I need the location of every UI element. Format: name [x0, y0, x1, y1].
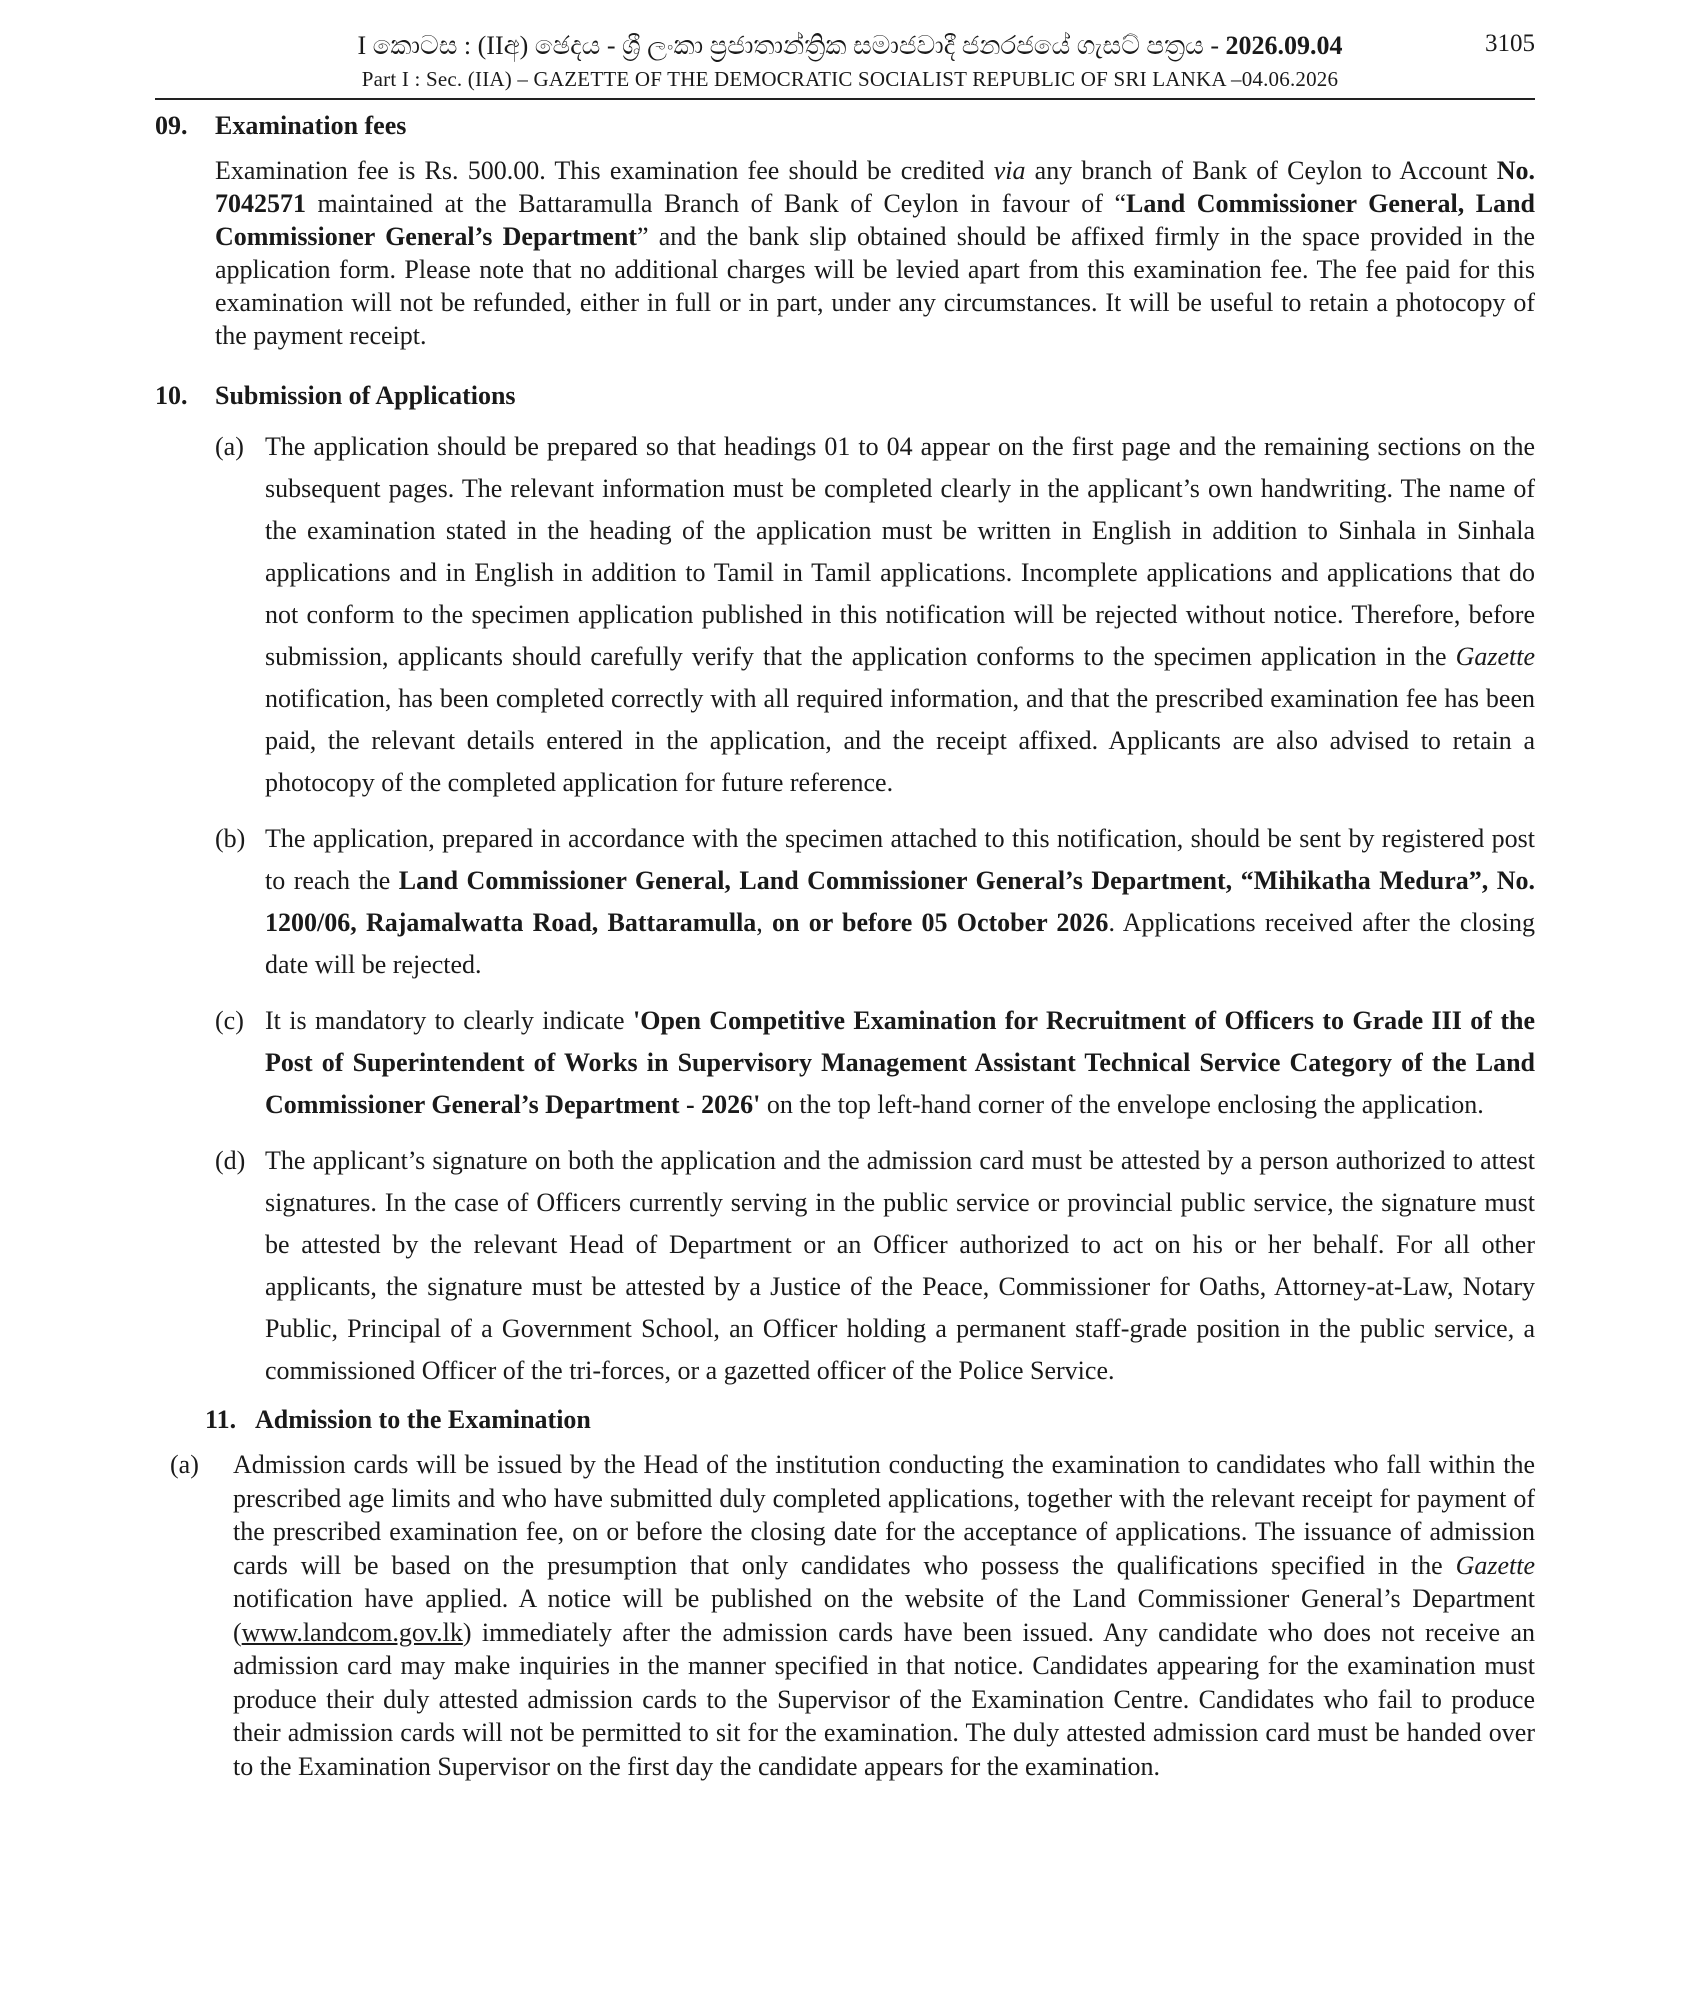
item-text: It is mandatory to clearly indicate 'Open Competitive Examination for Recruitment of Officers to Grade III of the Post of Superintendent of Works in Supervisory Management Assistant Technical Service Category of the Land Commissioner General’s Department - 2026' on the top left-hand corner of the envelope enclosing the application.: [265, 1006, 1535, 1119]
document-body: [155, 110, 1535, 1783]
section-title: Submission of Applications: [215, 381, 516, 410]
item-text: Admission cards will be issued by the Head of the institution conducting the examination to candidates who fall within the prescribed age limits and who have submitted duly completed applications, together with the relevant receipt for payment of the prescribed examination fee, on or before the closing date for the acceptance of applications. The issuance of admission cards will be based on the presumption that only candidates who possess the qualifications specified in the Gazette notification have applied. A notice will be published on the website of the Land Commissioner General’s Department (www.landcom.gov.lk) immediately after the admission cards have been issued. Any candidate who does not receive an admission card may make inquiries in the manner specified in that notice. Candidates appearing for the examination must produce their duly attested admission cards to the Supervisor of the Examination Centre. Candidates who fail to produce their admission cards will not be permitted to sit for the examination. The duly attested admission card must be handed over to the Examination Supervisor on the first day the candidate appears for the examination.: [233, 1450, 1535, 1781]
section-number: 10.: [155, 381, 188, 410]
gazette-header: [155, 26, 1535, 100]
item-label: (c): [215, 1006, 244, 1035]
section-number: 11.: [205, 1405, 237, 1434]
section-10-item-a: [155, 426, 1535, 804]
item-text: The application, prepared in accordance with the specimen attached to this notification, should be sent by registered post to reach the Land Commissioner General, Land Commissioner General’s Department, “Mihikatha Medura”, No. 1200/06, Rajamalwatta Road, Battaramulla, on or before 05 October 2026. Applications received after the closing date will be rejected.: [265, 824, 1536, 979]
website-link[interactable]: www.landcom.gov.lk: [241, 1617, 463, 1647]
section-number: 09.: [155, 111, 188, 140]
item-text: The application should be prepared so that headings 01 to 04 appear on the first page and the remaining sections on the subsequent pages. The relevant information must be completed clearly in the applicant’s own handwriting. The name of the examination stated in the heading of the application must be written in English in addition to Sinhala in Sinhala applications and in English in addition to Tamil in Tamil applications. Incomplete applications and applications that do not conform to the specimen application published in this notification will be rejected without notice. Therefore, before submission, applicants should carefully verify that the application conforms to the specimen application in the Gazette notification, has been completed correctly with all required information, and that the prescribed examination fee has been paid, the relevant details entered in the application, and the receipt affixed. Applicants are also advised to retain a photocopy of the completed application for future reference.: [265, 432, 1535, 797]
item-label: (b): [215, 824, 246, 853]
section-10-heading: [155, 380, 1535, 412]
header-english-title: Part I : Sec. (IIA) – GAZETTE OF THE DEMOCRATIC SOCIALIST REPUBLIC OF SRI LANKA –04.06.2026: [361, 67, 1339, 91]
item-label: (a): [170, 1450, 199, 1479]
section-title: Examination fees: [215, 111, 407, 140]
item-label: (a): [215, 432, 244, 461]
header-rule: [155, 98, 1535, 100]
item-label: (d): [215, 1146, 246, 1175]
section-09-heading: [155, 110, 1535, 142]
page-number: 3105: [1485, 30, 1535, 57]
section-title: Admission to the Examination: [255, 1405, 591, 1434]
section-09-paragraph: Examination fee is Rs. 500.00. This examination fee should be credited via any branch of Bank of Ceylon to Account No. 7042571 maintained at the Battaramulla Branch of Bank of Ceylon in favour of “Land Commissioner General, Land Commissioner General’s Department” and the bank slip obtained should be affixed firmly in the space provided in the application form. Please note that no additional charges will be levied apart from this examination fee. The fee paid for this examination will not be refunded, either in full or in part, under any circumstances. It will be useful to retain a photocopy of the payment receipt.: [215, 156, 1535, 350]
section-11-heading: [155, 1404, 1535, 1436]
header-sinhala-line: [305, 30, 1395, 62]
section-10-item-c: [155, 1000, 1535, 1126]
header-sinhala-date: 2026.09.04: [1225, 31, 1343, 60]
item-text: The applicant’s signature on both the application and the admission card must be attested by a person authorized to attest signatures. In the case of Officers currently serving in the public service or provincial public service, the signature must be attested by the relevant Head of Department or an Officer authorized to act on his or her behalf. For all other applicants, the signature must be attested by a Justice of the Peace, Commissioner for Oaths, Attorney-at-Law, Notary Public, Principal of a Government School, an Officer holding a permanent staff-grade position in the public service, a commissioned Officer of the tri-forces, or a gazetted officer of the Police Service.: [265, 1146, 1535, 1385]
section-10-item-b: [155, 818, 1535, 986]
section-10-item-d: [155, 1140, 1535, 1392]
header-sinhala-title: I කොටස : (IIඅ) ඡෙදය - ශ්‍රී ලංකා ප්‍රජාතාන්ත්‍රික සමාජවාදී ජනරජයේ ගැසට් පත්‍රය -: [357, 31, 1226, 60]
section-11-item-a: [155, 1448, 1535, 1783]
